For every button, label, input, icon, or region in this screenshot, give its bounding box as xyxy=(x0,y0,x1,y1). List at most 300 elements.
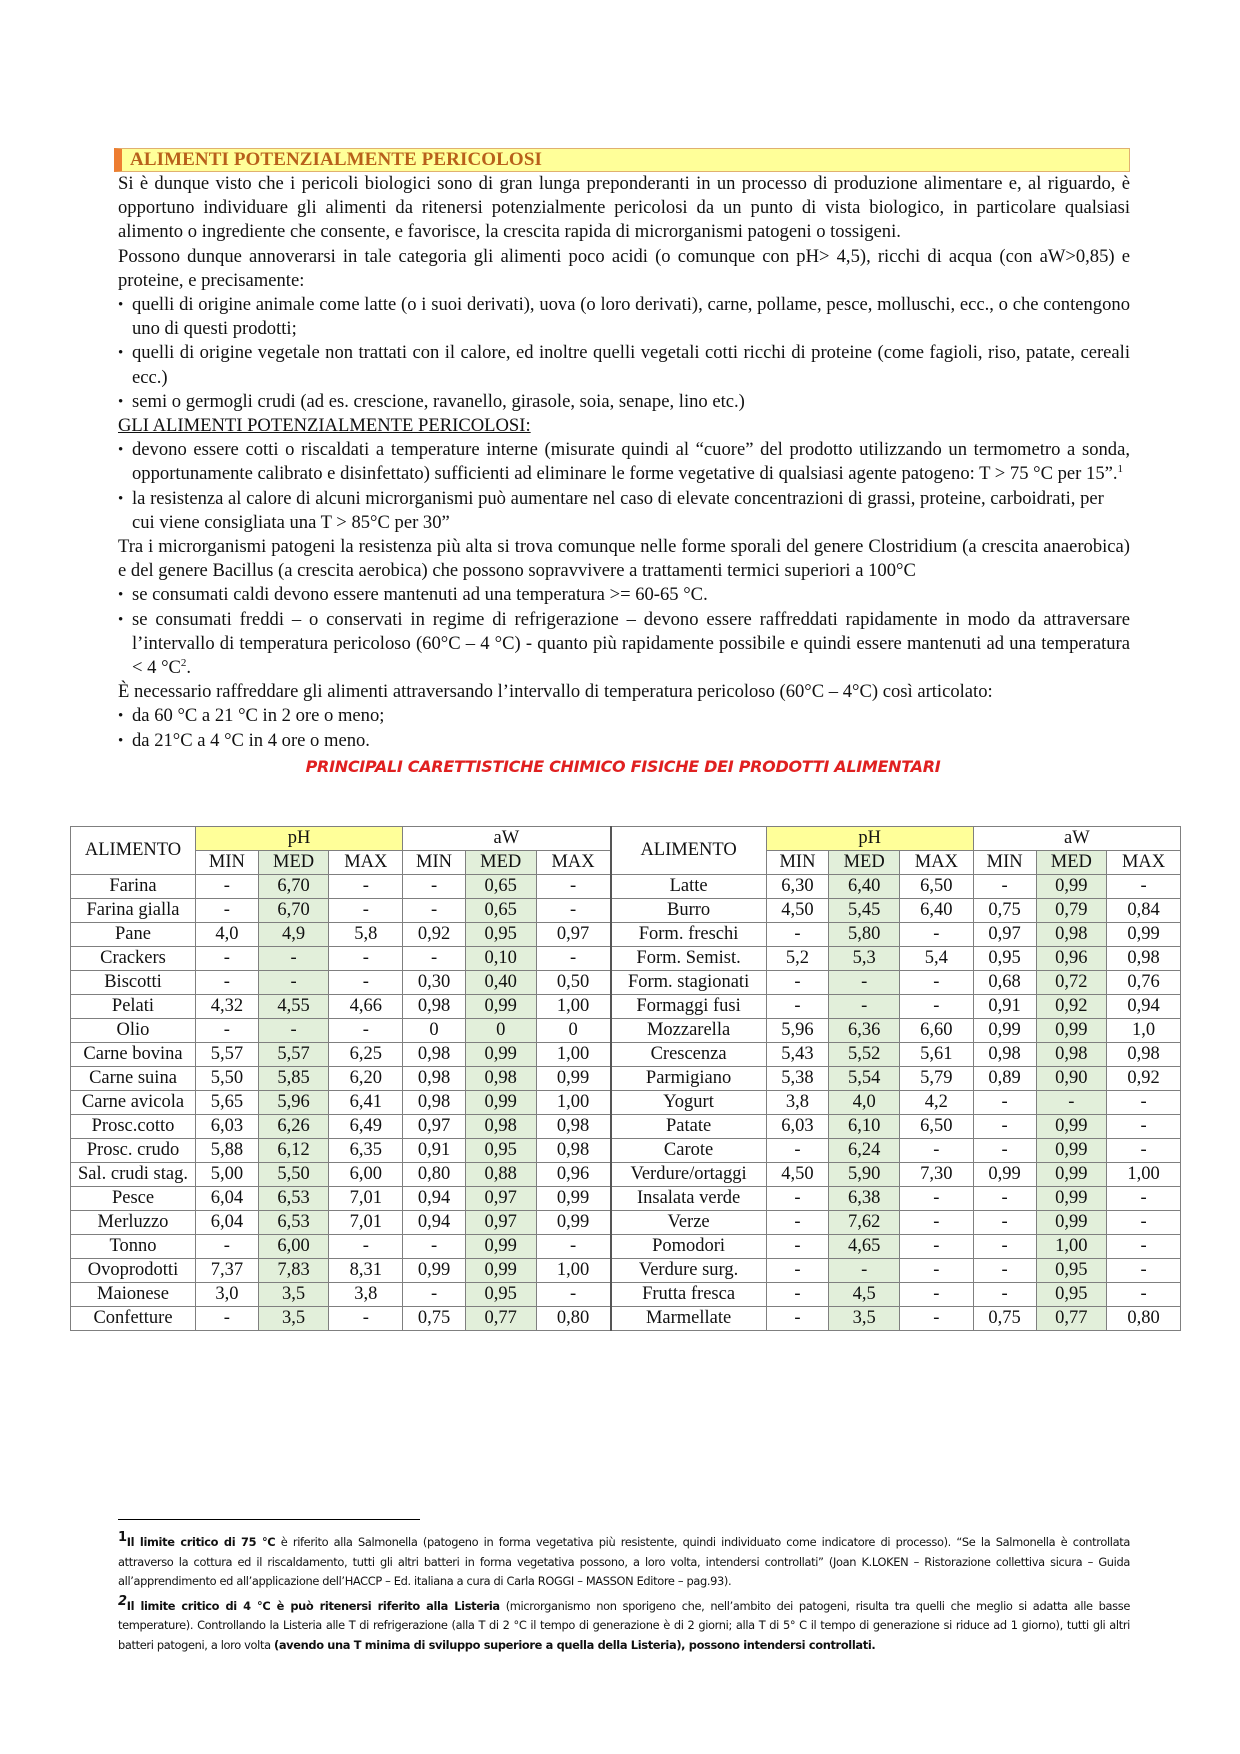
aw-value-cell: 0,99 xyxy=(465,1043,536,1067)
ph-value-cell: - xyxy=(258,1019,329,1043)
ph-value-cell: 6,53 xyxy=(258,1187,329,1211)
food-name-cell: Prosc.cotto xyxy=(71,1115,196,1139)
ph-value-cell: 5,4 xyxy=(899,947,973,971)
aw-value-cell: 0,98 xyxy=(1107,1043,1181,1067)
requirements-list xyxy=(118,438,1130,535)
ph-value-cell: - xyxy=(766,1211,829,1235)
aw-value-cell: 0,80 xyxy=(536,1307,611,1331)
aw-value-cell: - xyxy=(1107,875,1181,899)
aw-value-cell: - xyxy=(973,1235,1036,1259)
food-name-cell: Confetture xyxy=(71,1307,196,1331)
ph-value-cell: 4,66 xyxy=(329,995,403,1019)
table-row xyxy=(71,1235,1181,1259)
aw-value-cell: 0,99 xyxy=(403,1259,466,1283)
aw-value-cell: 0,94 xyxy=(1107,995,1181,1019)
aw-value-cell: 1,00 xyxy=(536,1259,611,1283)
aw-value-cell: 0 xyxy=(403,1019,466,1043)
aw-value-cell: 0,99 xyxy=(465,1091,536,1115)
ph-value-cell: 5,80 xyxy=(829,923,900,947)
table-row xyxy=(71,1187,1181,1211)
ph-value-cell: 6,53 xyxy=(258,1211,329,1235)
aw-value-cell: 0,99 xyxy=(536,1067,611,1091)
aw-value-cell: 0,75 xyxy=(403,1307,466,1331)
footnote-2: 2Il limite critico di 4 °C è può ritenersi riferito alla Listeria (microrganismo non sporigeno che, nell’ambito dei patogeni, risulta tra quelli che meglio si adatta alle basse temperature). Controllando la Listeria alle T di refrigerazione (alla T di 2 °C il tempo di generazione è di 2 giorni; alla T di 5° C il tempo di generazione si riduce ad 1 giorno), tutti gli altri batteri patogeni, a loro volta (avendo una T minima di sviluppo superiore a quella della Listeria), possono intendersi controllati. xyxy=(118,1593,1130,1652)
aw-value-cell: - xyxy=(1036,1091,1107,1115)
ph-value-cell: 4,9 xyxy=(258,923,329,947)
ph-value-cell: 6,20 xyxy=(329,1067,403,1091)
ph-value-cell: - xyxy=(196,971,259,995)
aw-value-cell: 0,95 xyxy=(465,923,536,947)
ph-value-cell: - xyxy=(196,875,259,899)
ph-value-cell: - xyxy=(766,1259,829,1283)
ph-value-cell: 5,90 xyxy=(829,1163,900,1187)
aw-value-cell: 0,99 xyxy=(973,1019,1036,1043)
food-name-cell: Verze xyxy=(611,1211,767,1235)
subheader-med: MED xyxy=(829,851,900,875)
aw-value-cell: 0,95 xyxy=(1036,1283,1107,1307)
ph-value-cell: - xyxy=(329,1307,403,1331)
ph-value-cell: - xyxy=(766,1283,829,1307)
food-name-cell: Frutta fresca xyxy=(611,1283,767,1307)
ph-value-cell: 3,0 xyxy=(196,1283,259,1307)
ph-value-cell: 7,62 xyxy=(829,1211,900,1235)
ph-value-cell: - xyxy=(899,971,973,995)
column-header-food: ALIMENTO xyxy=(611,827,767,875)
table-row xyxy=(71,1043,1181,1067)
subheader-min: MIN xyxy=(766,851,829,875)
food-properties-table xyxy=(70,826,1181,1331)
food-name-cell: Latte xyxy=(611,875,767,899)
ph-value-cell: 6,70 xyxy=(258,875,329,899)
aw-value-cell: 1,0 xyxy=(1107,1019,1181,1043)
aw-value-cell: 0,10 xyxy=(465,947,536,971)
food-name-cell: Marmellate xyxy=(611,1307,767,1331)
table-row xyxy=(71,971,1181,995)
aw-value-cell: 1,00 xyxy=(536,1091,611,1115)
ph-value-cell: 5,43 xyxy=(766,1043,829,1067)
ph-value-cell: - xyxy=(766,995,829,1019)
ph-value-cell: - xyxy=(899,1187,973,1211)
food-name-cell: Farina xyxy=(71,875,196,899)
ph-value-cell: 5,96 xyxy=(766,1019,829,1043)
subheader-min: MIN xyxy=(973,851,1036,875)
aw-value-cell: 0,65 xyxy=(465,875,536,899)
ph-value-cell: 6,25 xyxy=(329,1043,403,1067)
aw-value-cell: 0,98 xyxy=(465,1067,536,1091)
aw-value-cell: 0,99 xyxy=(1036,1139,1107,1163)
cooling-list xyxy=(118,704,1130,752)
ph-value-cell: 5,85 xyxy=(258,1067,329,1091)
aw-value-cell: 0,99 xyxy=(1036,1115,1107,1139)
ph-value-cell: 7,83 xyxy=(258,1259,329,1283)
aw-value-cell: - xyxy=(403,947,466,971)
aw-value-cell: - xyxy=(536,875,611,899)
ph-value-cell: 6,60 xyxy=(899,1019,973,1043)
ph-value-cell: 5,8 xyxy=(329,923,403,947)
ph-value-cell: 5,50 xyxy=(196,1067,259,1091)
ph-value-cell: - xyxy=(196,1019,259,1043)
table-row xyxy=(71,947,1181,971)
ph-value-cell: 5,2 xyxy=(766,947,829,971)
ph-value-cell: 6,40 xyxy=(829,875,900,899)
food-name-cell: Merluzzo xyxy=(71,1211,196,1235)
food-name-cell: Sal. crudi stag. xyxy=(71,1163,196,1187)
aw-value-cell: 0,99 xyxy=(973,1163,1036,1187)
aw-value-cell: 0,99 xyxy=(465,1235,536,1259)
ph-value-cell: - xyxy=(258,947,329,971)
ph-value-cell: - xyxy=(329,947,403,971)
ph-value-cell: - xyxy=(899,1259,973,1283)
aw-value-cell: 0,99 xyxy=(1036,1163,1107,1187)
ph-value-cell: - xyxy=(899,1283,973,1307)
table-row xyxy=(71,1139,1181,1163)
list-item: • quelli di origine vegetale non trattati con il calore, ed inoltre quelli vegetali cotti ricchi di proteine (come fagioli, riso, patate, cereali ecc.) xyxy=(118,341,1130,389)
ph-value-cell: - xyxy=(196,899,259,923)
aw-value-cell: 0,97 xyxy=(536,923,611,947)
ph-value-cell: - xyxy=(196,1307,259,1331)
ph-value-cell: 5,61 xyxy=(899,1043,973,1067)
list-item: • se consumati freddi – o conservati in regime di refrigerazione – devono essere raffreddati rapidamente in modo da attraversare l’intervallo di temperatura pericoloso (60°C – 4 °C) - quanto più rapidamente possibile e quindi essere mantenuti ad una temperatura < 4 $^\circ C^2$. xyxy=(118,608,1130,681)
food-name-cell: Maionese xyxy=(71,1283,196,1307)
ph-value-cell: 4,65 xyxy=(829,1235,900,1259)
ph-value-cell: 8,31 xyxy=(329,1259,403,1283)
aw-value-cell: - xyxy=(1107,1211,1181,1235)
ph-value-cell: 6,00 xyxy=(329,1163,403,1187)
ph-value-cell: 3,8 xyxy=(329,1283,403,1307)
table-row xyxy=(71,1115,1181,1139)
ph-value-cell: 6,04 xyxy=(196,1187,259,1211)
aw-value-cell: 0,98 xyxy=(403,1067,466,1091)
table-body xyxy=(71,875,1181,1331)
aw-value-cell: - xyxy=(973,1211,1036,1235)
aw-value-cell: 0,30 xyxy=(403,971,466,995)
food-name-cell: Tonno xyxy=(71,1235,196,1259)
table-title: PRINCIPALI CARETTISTICHE CHIMICO FISICHE DEI PRODOTTI ALIMENTARI xyxy=(305,756,941,776)
ph-value-cell: 3,5 xyxy=(258,1283,329,1307)
subheader-med: MED xyxy=(258,851,329,875)
ph-value-cell: 6,03 xyxy=(196,1115,259,1139)
food-name-cell: Parmigiano xyxy=(611,1067,767,1091)
aw-value-cell: 0,96 xyxy=(1036,947,1107,971)
aw-value-cell: 0,95 xyxy=(465,1283,536,1307)
aw-value-cell: 0,94 xyxy=(403,1211,466,1235)
food-name-cell: Ovoprodotti xyxy=(71,1259,196,1283)
list-item: • semi o germogli crudi (ad es. crescione, ravanello, girasole, soia, senape, lino etc.) xyxy=(118,390,1130,414)
ph-value-cell: - xyxy=(899,1139,973,1163)
aw-value-cell: 0,99 xyxy=(536,1211,611,1235)
table-row xyxy=(71,995,1181,1019)
ph-value-cell: 4,2 xyxy=(899,1091,973,1115)
food-name-cell: Pomodori xyxy=(611,1235,767,1259)
aw-value-cell: 0,40 xyxy=(465,971,536,995)
aw-value-cell: 1,00 xyxy=(536,995,611,1019)
ph-value-cell: 4,5 xyxy=(829,1283,900,1307)
food-name-cell: Biscotti xyxy=(71,971,196,995)
ph-value-cell: 7,30 xyxy=(899,1163,973,1187)
aw-value-cell: - xyxy=(973,1259,1036,1283)
aw-value-cell: 0,98 xyxy=(465,1115,536,1139)
ph-value-cell: - xyxy=(196,1235,259,1259)
table-row xyxy=(71,1067,1181,1091)
ph-value-cell: - xyxy=(329,1235,403,1259)
aw-value-cell: - xyxy=(973,1283,1036,1307)
ph-value-cell: 6,70 xyxy=(258,899,329,923)
food-name-cell: Form. Semist. xyxy=(611,947,767,971)
column-header-aw: aW xyxy=(403,827,611,851)
column-header-food: ALIMENTO xyxy=(71,827,196,875)
aw-value-cell: 0,98 xyxy=(536,1115,611,1139)
list-item: • quelli di origine animale come latte (o i suoi derivati), uova (o loro derivati), carne, pollame, pesce, molluschi, ecc., o che contengono uno di questi prodotti; xyxy=(118,293,1130,341)
ph-value-cell: 5,96 xyxy=(258,1091,329,1115)
food-name-cell: Verdure surg. xyxy=(611,1259,767,1283)
ph-value-cell: 5,79 xyxy=(899,1067,973,1091)
aw-value-cell: - xyxy=(536,947,611,971)
aw-value-cell: 0,92 xyxy=(1107,1067,1181,1091)
footnote-mark: 1 xyxy=(118,1530,127,1545)
footnotes xyxy=(118,1528,1130,1655)
footnote-divider xyxy=(118,1519,420,1520)
aw-value-cell: - xyxy=(403,875,466,899)
aw-value-cell: 0,95 xyxy=(1036,1259,1107,1283)
aw-value-cell: 1,00 xyxy=(536,1043,611,1067)
food-name-cell: Form. freschi xyxy=(611,923,767,947)
aw-value-cell: 0,97 xyxy=(973,923,1036,947)
ph-value-cell: 7,01 xyxy=(329,1211,403,1235)
aw-value-cell: 0,92 xyxy=(1036,995,1107,1019)
list-item: • da 21°C a 4 °C in 4 ore o meno. xyxy=(118,729,1130,753)
aw-value-cell: - xyxy=(403,899,466,923)
table-row xyxy=(71,923,1181,947)
ph-value-cell: 5,57 xyxy=(258,1043,329,1067)
food-name-cell: Burro xyxy=(611,899,767,923)
section-title: ALIMENTI POTENZIALMENTE PERICOLOSI xyxy=(130,149,542,170)
aw-value-cell: 0,77 xyxy=(1036,1307,1107,1331)
ph-value-cell: 4,0 xyxy=(196,923,259,947)
aw-value-cell: 0,77 xyxy=(465,1307,536,1331)
aw-value-cell: 0,98 xyxy=(403,1043,466,1067)
ph-value-cell: 6,41 xyxy=(329,1091,403,1115)
ph-value-cell: 3,5 xyxy=(258,1307,329,1331)
aw-value-cell: 0,72 xyxy=(1036,971,1107,995)
ph-value-cell: 6,24 xyxy=(829,1139,900,1163)
aw-value-cell: 0,98 xyxy=(403,995,466,1019)
document-page xyxy=(118,148,1130,779)
section-header xyxy=(114,148,1130,172)
aw-value-cell: - xyxy=(1107,1115,1181,1139)
aw-value-cell: - xyxy=(1107,1139,1181,1163)
aw-value-cell: 0,99 xyxy=(465,995,536,1019)
food-name-cell: Pelati xyxy=(71,995,196,1019)
aw-value-cell: 0,50 xyxy=(536,971,611,995)
aw-value-cell: 0,99 xyxy=(1107,923,1181,947)
column-header-aw: aW xyxy=(973,827,1180,851)
subheader-med: MED xyxy=(465,851,536,875)
aw-value-cell: - xyxy=(536,899,611,923)
ph-value-cell: 6,30 xyxy=(766,875,829,899)
ph-value-cell: 5,52 xyxy=(829,1043,900,1067)
aw-value-cell: - xyxy=(1107,1235,1181,1259)
column-header-ph: pH xyxy=(196,827,403,851)
ph-value-cell: 4,50 xyxy=(766,1163,829,1187)
intro-paragraph-1: Si è dunque visto che i pericoli biologici sono di gran lunga preponderanti in un processo di produzione alimentare e, al riguardo, è opportuno individuare gli alimenti da ritenersi potenzialmente pericolosi da un punto di vista biologico, in particolare qualsiasi alimento o ingrediente che consente, e favorisce, la crescita rapida di microrganismi patogeni o tossigeni. xyxy=(118,173,1130,243)
ph-value-cell: - xyxy=(196,947,259,971)
subheader-max: MAX xyxy=(329,851,403,875)
footnote-ref-2[interactable]: 2 xyxy=(180,656,187,669)
aw-value-cell: 0,95 xyxy=(465,1139,536,1163)
aw-value-cell: 1,00 xyxy=(1036,1235,1107,1259)
aw-value-cell: - xyxy=(1107,1091,1181,1115)
subheader-max: MAX xyxy=(536,851,611,875)
ph-value-cell: 5,3 xyxy=(829,947,900,971)
spores-paragraph: Tra i microrganismi patogeni la resistenza più alta si trova comunque nelle forme sporali del genere Clostridium (a crescita anaerobica) e del genere Bacillus (a crescita aerobica) che possono sopravvivere a trattamenti termici superiori a 100°C xyxy=(118,536,1130,582)
aw-value-cell: 0,98 xyxy=(403,1091,466,1115)
aw-value-cell: 0,99 xyxy=(1036,875,1107,899)
ph-value-cell: 4,50 xyxy=(766,899,829,923)
aw-value-cell: - xyxy=(536,1283,611,1307)
ph-value-cell: 6,26 xyxy=(258,1115,329,1139)
aw-value-cell: - xyxy=(973,1139,1036,1163)
food-name-cell: Olio xyxy=(71,1019,196,1043)
ph-value-cell: 6,50 xyxy=(899,875,973,899)
food-name-cell: Patate xyxy=(611,1115,767,1139)
ph-value-cell: 6,50 xyxy=(899,1115,973,1139)
ph-value-cell: 7,01 xyxy=(329,1187,403,1211)
aw-value-cell: 0,98 xyxy=(536,1139,611,1163)
aw-value-cell: 0,97 xyxy=(403,1115,466,1139)
aw-value-cell: 0,79 xyxy=(1036,899,1107,923)
ph-value-cell: 5,38 xyxy=(766,1067,829,1091)
table-row xyxy=(71,1163,1181,1187)
aw-value-cell: 0 xyxy=(465,1019,536,1043)
subheader-min: MIN xyxy=(196,851,259,875)
ph-value-cell: - xyxy=(899,1235,973,1259)
ph-value-cell: 5,57 xyxy=(196,1043,259,1067)
aw-value-cell: 0,99 xyxy=(536,1187,611,1211)
ph-value-cell: 5,45 xyxy=(829,899,900,923)
food-name-cell: Crackers xyxy=(71,947,196,971)
food-name-cell: Carne avicola xyxy=(71,1091,196,1115)
ph-value-cell: 6,00 xyxy=(258,1235,329,1259)
footnote-1: 1Il limite critico di 75 °C è riferito alla Salmonella (patogeno in forma vegetativa più resistente, quindi individuato come indicatore di processo). “Se la Salmonella è controllata attraverso la cottura ed il riscaldamento, tutti gli altri batteri in forma vegetativa possono, a loro volta, intendersi controllati” (Joan K.LOKEN – Ristorazione collettiva sicura – Guida all’apprendimento ed all’applicazione dell’HACCP – Ed. italiana a cura di Carla ROGGI – MASSON Editore – pag.93). xyxy=(118,1530,1130,1588)
ph-value-cell: 5,65 xyxy=(196,1091,259,1115)
ph-value-cell: 3,5 xyxy=(829,1307,900,1331)
aw-value-cell: 0,98 xyxy=(1036,923,1107,947)
list-item: • la resistenza al calore di alcuni microrganismi può aumentare nel caso di elevate concentrazioni di grassi, proteine, carboidrati, per cui viene consigliata una T > 85°C per 30” xyxy=(118,487,1130,535)
column-header-ph: pH xyxy=(766,827,973,851)
aw-value-cell: - xyxy=(973,1091,1036,1115)
aw-value-cell: - xyxy=(973,1115,1036,1139)
ph-value-cell: 6,35 xyxy=(329,1139,403,1163)
food-name-cell: Pane xyxy=(71,923,196,947)
table-row xyxy=(71,1283,1181,1307)
aw-value-cell: - xyxy=(403,1235,466,1259)
food-name-cell: Pesce xyxy=(71,1187,196,1211)
aw-value-cell: 0,94 xyxy=(403,1187,466,1211)
ph-value-cell: 4,0 xyxy=(829,1091,900,1115)
ph-value-cell: - xyxy=(766,1139,829,1163)
subheader-max: MAX xyxy=(899,851,973,875)
ph-value-cell: - xyxy=(329,899,403,923)
food-name-cell: Carne suina xyxy=(71,1067,196,1091)
aw-value-cell: 0,97 xyxy=(465,1187,536,1211)
ph-value-cell: 7,37 xyxy=(196,1259,259,1283)
ph-value-cell: 6,03 xyxy=(766,1115,829,1139)
aw-value-cell: - xyxy=(1107,1187,1181,1211)
footnote-ref-1[interactable]: 1 xyxy=(1117,463,1124,476)
food-name-cell: Insalata verde xyxy=(611,1187,767,1211)
aw-value-cell: 0,99 xyxy=(1036,1211,1107,1235)
food-name-cell: Farina gialla xyxy=(71,899,196,923)
footnote-mark: 2 xyxy=(118,1593,127,1609)
aw-value-cell: 0,89 xyxy=(973,1067,1036,1091)
table-row xyxy=(71,899,1181,923)
ph-value-cell: 6,04 xyxy=(196,1211,259,1235)
ph-value-cell: 3,8 xyxy=(766,1091,829,1115)
food-name-cell: Verdure/ortaggi xyxy=(611,1163,767,1187)
ph-value-cell: - xyxy=(766,971,829,995)
list-item: • se consumati caldi devono essere mantenuti ad una temperatura >= 60-65 °C. xyxy=(118,583,1130,607)
food-name-cell: Carne bovina xyxy=(71,1043,196,1067)
aw-value-cell: - xyxy=(973,875,1036,899)
intro-paragraph-2: Possono dunque annoverarsi in tale categoria gli alimenti poco acidi (o comunque con pH> 4,5), ricchi di acqua (con aW>0,85) e proteine, e precisamente: xyxy=(118,245,1130,291)
ph-value-cell: 5,54 xyxy=(829,1067,900,1091)
aw-value-cell: - xyxy=(973,1187,1036,1211)
ph-value-cell: 5,88 xyxy=(196,1139,259,1163)
ph-value-cell: 5,50 xyxy=(258,1163,329,1187)
ph-value-cell: - xyxy=(329,875,403,899)
aw-value-cell: 0,99 xyxy=(465,1259,536,1283)
food-name-cell: Carote xyxy=(611,1139,767,1163)
aw-value-cell: 0,75 xyxy=(973,1307,1036,1331)
ph-value-cell: 6,40 xyxy=(899,899,973,923)
food-name-cell: Formaggi fusi xyxy=(611,995,767,1019)
list-item: • da 60 °C a 21 °C in 2 ore o meno; xyxy=(118,704,1130,728)
aw-value-cell: - xyxy=(1107,1259,1181,1283)
aw-value-cell: 0,98 xyxy=(1107,947,1181,971)
aw-value-cell: 0,65 xyxy=(465,899,536,923)
ph-value-cell: - xyxy=(766,1307,829,1331)
aw-value-cell: 0 xyxy=(536,1019,611,1043)
aw-value-cell: 0,92 xyxy=(403,923,466,947)
ph-value-cell: - xyxy=(766,923,829,947)
aw-value-cell: 0,80 xyxy=(1107,1307,1181,1331)
table-row xyxy=(71,1307,1181,1331)
cooling-paragraph: È necessario raffreddare gli alimenti attraversando l’intervallo di temperatura pericoloso (60°C – 4°C) così articolato: xyxy=(118,681,993,703)
table-row xyxy=(71,875,1181,899)
food-name-cell: Crescenza xyxy=(611,1043,767,1067)
aw-value-cell: 1,00 xyxy=(1107,1163,1181,1187)
ph-value-cell: - xyxy=(766,1187,829,1211)
aw-value-cell: 0,68 xyxy=(973,971,1036,995)
food-name-cell: Mozzarella xyxy=(611,1019,767,1043)
subheader-med: MED xyxy=(1036,851,1107,875)
ph-value-cell: 6,38 xyxy=(829,1187,900,1211)
aw-value-cell: 0,91 xyxy=(403,1139,466,1163)
ph-value-cell: - xyxy=(766,1235,829,1259)
ph-value-cell: - xyxy=(829,1259,900,1283)
aw-value-cell: 0,91 xyxy=(973,995,1036,1019)
aw-value-cell: 0,76 xyxy=(1107,971,1181,995)
aw-value-cell: 0,97 xyxy=(465,1211,536,1235)
ph-value-cell: - xyxy=(899,923,973,947)
subheader-max: MAX xyxy=(1107,851,1181,875)
table-row xyxy=(71,1091,1181,1115)
aw-value-cell: 0,90 xyxy=(1036,1067,1107,1091)
aw-value-cell: 0,75 xyxy=(973,899,1036,923)
aw-value-cell: 0,80 xyxy=(403,1163,466,1187)
ph-value-cell: 6,10 xyxy=(829,1115,900,1139)
ph-value-cell: 5,00 xyxy=(196,1163,259,1187)
